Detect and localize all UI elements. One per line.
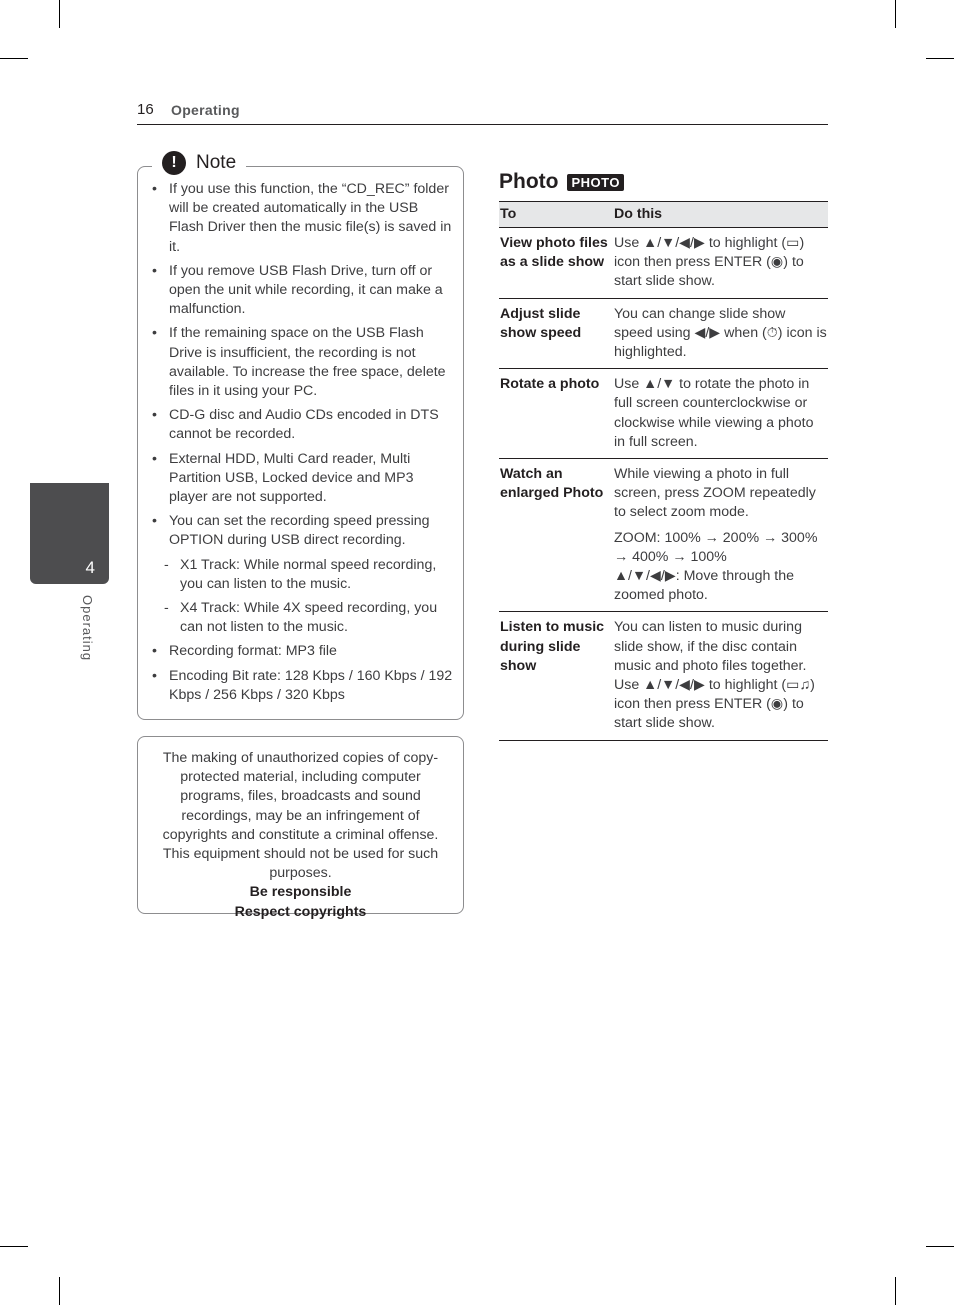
note-title: Note — [196, 152, 237, 173]
copyright-slogan-2: Respect copyrights — [234, 903, 367, 920]
note-list — [152, 180, 454, 710]
crop-mark — [59, 0, 60, 28]
section-title: Operating — [171, 102, 240, 118]
crop-mark — [895, 0, 896, 28]
exclamation-icon: ! — [162, 151, 186, 175]
page-number: 16 — [137, 101, 154, 118]
list-item: • If you use this function, the “CD_REC” folder will be created automatically in the USB Flash Driver then the music file(s) is saved in it. — [152, 181, 452, 255]
table-cell-do: Use ▲/▼/◀/▶ to highlight (▭) icon then press ENTER (◉) to start slide show. — [613, 228, 828, 299]
cell-paragraph: While viewing a photo in full screen, press ZOOM repeatedly to select zoom mode. — [614, 466, 816, 521]
column-header-do: Do this — [613, 202, 828, 228]
crop-mark — [926, 58, 954, 59]
table-cell-to: View photo files as a slide show — [499, 228, 613, 299]
chapter-number: 4 — [85, 558, 95, 577]
column-header-to: To — [499, 202, 613, 228]
list-item: • Encoding Bit rate: 128 Kbps / 160 Kbps / 192 Kbps / 256 Kbps / 320 Kbps — [152, 667, 453, 703]
chapter-label: Operating — [80, 595, 95, 662]
table-cell-to: Watch an enlarged Photo — [499, 459, 613, 612]
copyright-text: The making of unauthorized copies of copy-protected material, including computer programs, files, broadcasts and sound recordings, may be an infringement of copyrights and constitute a criminal offense. This equipment should not be used for such purposes. — [162, 750, 439, 882]
list-item: • You can set the recording speed pressing OPTION during USB direct recording. — [152, 513, 430, 549]
section-heading: Photo — [499, 170, 559, 193]
list-item: • If you remove USB Flash Drive, turn off or open the unit while recording, it can make a malfunction. — [152, 262, 443, 318]
crop-mark — [895, 1277, 896, 1305]
crop-mark — [0, 1246, 28, 1247]
list-item: • CD-G disc and Audio CDs encoded in DTS cannot be recorded. — [152, 407, 439, 443]
crop-mark — [0, 58, 28, 59]
sub-list-item: - X1 Track: While normal speed recording, you can listen to the music. — [164, 556, 437, 592]
table-cell-to: Rotate a photo — [499, 369, 613, 459]
table-cell-to: Listen to music during slide show — [499, 612, 613, 740]
crop-mark — [59, 1277, 60, 1305]
table-cell-do: You can change slide show speed using ◀/▶ when (⏱) icon is highlighted. — [613, 298, 828, 369]
table-header-row — [499, 202, 828, 228]
copyright-box — [137, 736, 464, 920]
cell-paragraph: ZOOM: 100% → 200% → 300% → 400% → 100% — [614, 529, 818, 565]
photo-badge: PHOTO — [567, 174, 624, 191]
note-heading — [152, 150, 246, 176]
cell-paragraph: ▲/▼/◀/▶: Move through the zoomed photo. — [614, 568, 795, 604]
list-item: • If the remaining space on the USB Flash Drive is insufficient, the recording is not available. To increase the free space, delete files in it using your PC. — [152, 325, 446, 400]
table-row — [499, 228, 828, 299]
photo-table — [499, 201, 828, 741]
sub-list-item: - X4 Track: While 4X speed recording, you can not listen to the music. — [164, 600, 438, 636]
table-row — [499, 369, 828, 459]
chapter-tab — [30, 483, 109, 584]
table-row — [499, 612, 828, 740]
photo-heading — [499, 170, 624, 194]
table-cell-do: You can listen to music during slide show, if the disc contain music and photo files together. Use ▲/▼/◀/▶ to highlight (▭♫) icon then press ENTER (◉) to start slide show. — [613, 612, 828, 740]
list-item: • External HDD, Multi Card reader, Multi Partition USB, Locked device and MP3 player are not supported. — [152, 450, 414, 506]
table-cell-do — [613, 459, 828, 612]
table-cell-to: Adjust slide show speed — [499, 298, 613, 369]
table-row — [499, 459, 828, 612]
page-header — [137, 100, 828, 125]
crop-mark — [926, 1246, 954, 1247]
table-row — [499, 298, 828, 369]
table-cell-do: Use ▲/▼ to rotate the photo in full screen counterclockwise or clockwise while viewing a photo in full screen. — [613, 369, 828, 459]
copyright-slogan-1: Be responsible — [249, 884, 352, 901]
list-item: • Recording format: MP3 file — [152, 643, 337, 660]
